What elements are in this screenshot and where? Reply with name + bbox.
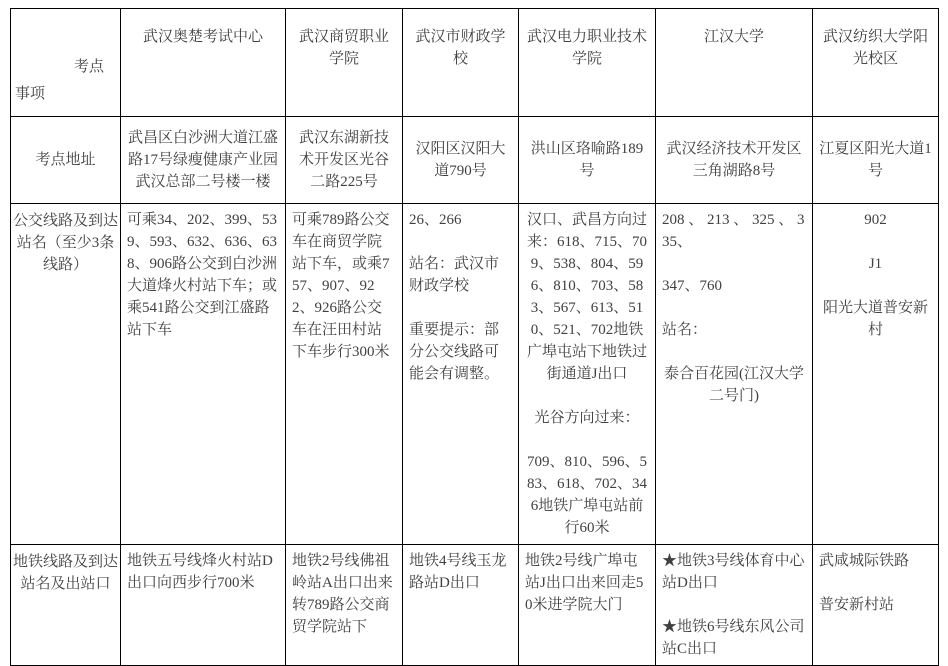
corner-header-cell xyxy=(11,9,121,117)
cell-paragraph: 地铁五号线烽火村站D出口向西步行700米 xyxy=(127,553,273,591)
column-header xyxy=(121,9,286,117)
exam-sites-table-wrap xyxy=(10,8,939,666)
column-header-label: 武汉电力职业技术学院 xyxy=(526,29,647,67)
column-header-label: 武汉奥楚考试中心 xyxy=(142,29,263,45)
table-cell xyxy=(403,545,519,666)
table-row xyxy=(11,204,939,545)
row-header-label: 地铁线路及到达站名及出站口 xyxy=(12,554,118,592)
table-header-row xyxy=(11,9,939,117)
column-header xyxy=(286,9,403,117)
table-cell xyxy=(403,117,519,204)
cell-paragraph: 汉口、武昌方向过来：618、715、709、538、804、596、810、703、583、567、613、510、521、702地铁广埠屯站下地铁过街通道J出口 xyxy=(526,212,647,382)
table-body xyxy=(11,9,939,666)
table-cell xyxy=(286,117,403,204)
cell-paragraph: 902 xyxy=(864,212,887,228)
table-row xyxy=(11,545,939,666)
table-cell xyxy=(656,204,813,545)
cell-paragraph: 208 、 213 、 325 、 335、 xyxy=(662,212,805,250)
row-header xyxy=(11,117,121,204)
cell-paragraph: 站名： xyxy=(662,322,708,338)
cell-paragraph: 地铁2号线广埠屯站J出口出来回走50米进学院大门 xyxy=(525,553,644,613)
cell-paragraph: 709、810、596、583、618、702、346地铁广埠屯站前行60米 xyxy=(526,454,647,536)
table-cell xyxy=(519,117,656,204)
cell-paragraph: 普安新村站 xyxy=(819,597,895,613)
table-cell xyxy=(519,545,656,666)
row-header-label: 考点地址 xyxy=(35,152,96,168)
cell-paragraph: ★地铁3号线体育中心站D出口 xyxy=(662,553,805,591)
corner-top-right-label: 考点 xyxy=(73,59,104,75)
cell-paragraph: 347、760 xyxy=(662,278,723,294)
table-cell xyxy=(519,204,656,545)
cell-paragraph: 光谷方向过来： xyxy=(534,410,640,426)
cell-paragraph: J1 xyxy=(868,256,883,272)
table-cell xyxy=(813,117,939,204)
table-cell xyxy=(286,545,403,666)
column-header xyxy=(656,9,813,117)
cell-paragraph: 汉阳区汉阳大道790号 xyxy=(415,141,506,179)
cell-paragraph: 阳光大道普安新村 xyxy=(822,300,928,338)
cell-paragraph: 重要提示：部分公交线路可能会有调整。 xyxy=(409,322,500,382)
table-cell xyxy=(813,204,939,545)
cell-paragraph: 站名：武汉市财政学校 xyxy=(409,256,500,294)
cell-paragraph: 武昌区白沙洲大道江盛路17号绿瘦健康产业园武汉总部二号楼一楼 xyxy=(127,130,278,190)
row-header-label: 公交线路及到达站名（至少3条线路） xyxy=(12,213,118,273)
column-header xyxy=(813,9,939,117)
cell-paragraph: 泰合百花园(江汉大学二号门) xyxy=(664,366,804,404)
table-cell xyxy=(403,204,519,545)
cell-paragraph: 地铁4号线玉龙路站D出口 xyxy=(409,553,507,591)
cell-paragraph: 洪山区珞喻路189号 xyxy=(530,141,644,179)
cell-paragraph: 武汉东湖新技术开发区光谷二路225号 xyxy=(298,130,389,190)
table-cell xyxy=(121,204,286,545)
cell-paragraph: 江夏区阳光大道1号 xyxy=(819,141,932,179)
row-header xyxy=(11,204,121,545)
table-cell xyxy=(286,204,403,545)
cell-paragraph: 可乘789路公交车在商贸学院站下车，或乘757、907、922、926路公交车在汪田村站下车步行300米 xyxy=(292,212,390,360)
row-header xyxy=(11,545,121,666)
column-header xyxy=(519,9,656,117)
corner-bottom-left-label: 事项 xyxy=(15,86,46,102)
table-row xyxy=(11,117,939,204)
column-header-label: 武汉纺织大学阳光校区 xyxy=(822,29,928,67)
table-cell xyxy=(813,545,939,666)
cell-paragraph: ★地铁6号线东风公司站C出口 xyxy=(662,619,805,657)
column-header-label: 武汉市财政学校 xyxy=(415,29,506,67)
cell-paragraph: 地铁2号线佛祖岭站A出口出来转789路公交商贸学院站下 xyxy=(292,553,393,635)
table-cell xyxy=(656,117,813,204)
column-header xyxy=(403,9,519,117)
column-header-label: 武汉商贸职业学院 xyxy=(298,29,389,67)
table-cell xyxy=(121,117,286,204)
cell-paragraph: 26、266 xyxy=(409,212,462,228)
table-cell xyxy=(121,545,286,666)
cell-paragraph: 武汉经济技术开发区三角湖路8号 xyxy=(666,141,802,179)
cell-paragraph: 武咸城际铁路 xyxy=(819,553,910,569)
exam-sites-table xyxy=(10,8,939,666)
cell-paragraph: 可乘34、202、399、539、593、632、636、638、906路公交到白沙洲大道烽火村站下车；或乘541路公交到江盛路站下车 xyxy=(127,212,278,338)
column-header-label: 江汉大学 xyxy=(703,29,764,45)
table-cell xyxy=(656,545,813,666)
